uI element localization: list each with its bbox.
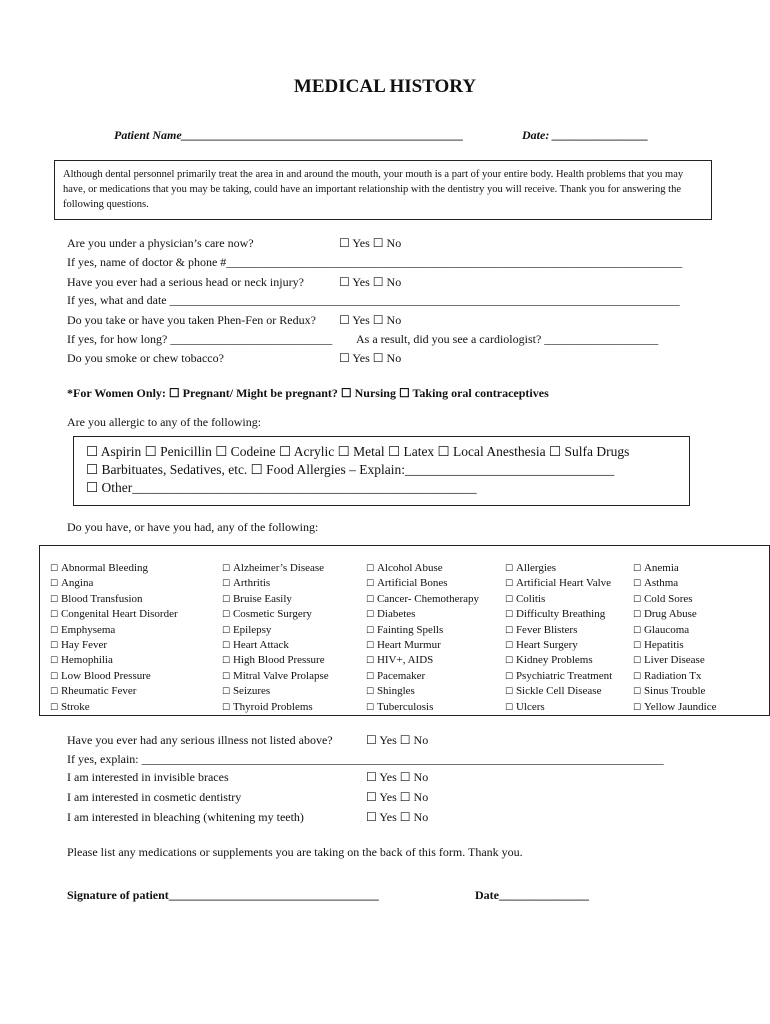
condition-item[interactable] — [366, 669, 479, 684]
condition-item[interactable] — [222, 684, 329, 699]
checkbox-icon[interactable]: ☐ — [50, 702, 61, 713]
checkbox-icon[interactable]: ☐ — [366, 641, 377, 652]
conditions-column-5 — [633, 561, 716, 715]
condition-item[interactable] — [366, 576, 479, 591]
cosmetic-yes-no[interactable]: ☐ Yes ☐ No — [366, 790, 429, 804]
checkbox-icon[interactable]: ☐ — [505, 656, 516, 667]
checkbox-icon[interactable]: ☐ — [50, 641, 61, 652]
checkbox-icon[interactable]: ☐ — [50, 656, 61, 667]
condition-item[interactable] — [50, 684, 178, 699]
condition-item[interactable] — [366, 653, 479, 668]
condition-label: Abnormal Bleeding — [60, 562, 149, 574]
checkbox-icon[interactable]: ☐ — [50, 625, 61, 636]
checkbox-icon[interactable]: ☐ — [505, 610, 516, 621]
condition-label: High Blood Pressure — [232, 654, 325, 667]
condition-item[interactable] — [50, 669, 178, 684]
allergy-line-1[interactable]: ☐ Aspirin ☐ Penicillin ☐ Codeine ☐ Acrylic ☐ Metal ☐ Latex ☐ Local Anesthesia ☐ Sulfa Drugs — [86, 444, 630, 459]
condition-item[interactable] — [366, 684, 479, 699]
condition-item[interactable] — [50, 576, 178, 591]
question-serious-illness: Have you ever had any serious illness not listed above? — [67, 733, 333, 747]
allergy-line-3[interactable]: ☐ Other___________________________________________________ — [86, 480, 477, 495]
physician-followup-field[interactable]: If yes, name of doctor & phone #____________________________________________________________________________ — [67, 255, 683, 269]
checkbox-icon[interactable]: ☐ — [222, 564, 233, 574]
condition-item[interactable] — [222, 561, 329, 576]
condition-item[interactable] — [222, 638, 329, 653]
condition-item[interactable] — [505, 607, 612, 622]
condition-label: Thyroid Problems — [232, 700, 313, 713]
cardiologist-field[interactable]: As a result, did you see a cardiologist? ___________________ — [356, 332, 659, 346]
checkbox-icon[interactable]: ☐ — [633, 702, 644, 713]
condition-item[interactable] — [505, 653, 612, 668]
condition-label: Angina — [60, 577, 94, 590]
checkbox-icon[interactable]: ☐ — [505, 594, 516, 605]
allergy-prompt: Are you allergic to any of the following: — [67, 415, 262, 429]
conditions-prompt: Do you have, or have you had, any of the following: — [67, 520, 319, 534]
checkbox-icon[interactable]: ☐ — [366, 671, 377, 682]
condition-item[interactable] — [505, 561, 612, 576]
condition-item[interactable] — [505, 576, 612, 591]
condition-label: Mitral Valve Prolapse — [232, 669, 329, 682]
condition-item[interactable] — [222, 607, 329, 622]
checkbox-icon[interactable]: ☐ — [50, 564, 61, 574]
condition-item[interactable] — [222, 623, 329, 638]
condition-label: Bruise Easily — [232, 592, 292, 605]
interest-bleaching: I am interested in bleaching (whitening my teeth) — [67, 810, 304, 824]
condition-label: Sinus Trouble — [643, 685, 706, 698]
phenfen-yes-no[interactable]: ☐ Yes ☐ No — [339, 313, 402, 327]
signature-field[interactable]: Signature of patient___________________________________ — [67, 888, 379, 902]
condition-item[interactable] — [222, 669, 329, 684]
women-only-options[interactable]: *For Women Only: ☐ Pregnant/ Might be pregnant? ☐ Nursing ☐ Taking oral contraceptives — [67, 386, 549, 400]
condition-item[interactable] — [505, 684, 612, 699]
condition-label: Allergies — [515, 562, 557, 574]
question-smoke: Do you smoke or chew tobacco? — [67, 351, 224, 365]
patient-name-field[interactable]: Patient Name_______________________________________________ — [114, 128, 464, 142]
checkbox-icon[interactable]: ☐ — [366, 594, 377, 605]
condition-item[interactable] — [50, 561, 178, 576]
condition-label: Fever Blisters — [515, 623, 578, 636]
signature-date-field[interactable]: Date_______________ — [475, 888, 589, 902]
condition-item[interactable] — [50, 607, 178, 622]
condition-label: Artificial Bones — [376, 577, 448, 590]
serious-illness-yes-no[interactable]: ☐ Yes ☐ No — [366, 733, 429, 747]
condition-label: Emphysema — [60, 623, 116, 636]
checkbox-icon[interactable]: ☐ — [366, 687, 377, 698]
conditions-column-1 — [50, 561, 178, 715]
checkbox-icon[interactable]: ☐ — [366, 656, 377, 667]
checkbox-icon[interactable]: ☐ — [633, 656, 644, 667]
condition-item[interactable] — [50, 623, 178, 638]
checkbox-icon[interactable]: ☐ — [222, 687, 233, 698]
braces-yes-no[interactable]: ☐ Yes ☐ No — [366, 770, 429, 784]
interest-braces: I am interested in invisible braces — [67, 770, 229, 784]
condition-label: Blood Transfusion — [60, 592, 143, 605]
checkbox-icon[interactable]: ☐ — [366, 610, 377, 621]
condition-label: Hepatitis — [643, 639, 684, 652]
condition-label: Heart Surgery — [515, 639, 578, 652]
condition-label: Cancer- Chemotherapy — [376, 592, 480, 605]
conditions-column-2 — [222, 561, 329, 715]
checkbox-icon[interactable]: ☐ — [50, 687, 61, 698]
checkbox-icon[interactable]: ☐ — [222, 610, 233, 621]
condition-item[interactable] — [633, 607, 716, 622]
checkbox-icon[interactable]: ☐ — [50, 671, 61, 682]
checkbox-icon[interactable]: ☐ — [505, 702, 516, 713]
intro-box — [54, 160, 712, 220]
checkbox-icon[interactable]: ☐ — [222, 625, 233, 636]
condition-item[interactable] — [633, 561, 716, 576]
condition-label: Diabetes — [376, 608, 416, 621]
checkbox-icon[interactable]: ☐ — [633, 641, 644, 652]
condition-label: Anemia — [643, 562, 679, 574]
smoke-yes-no[interactable]: ☐ Yes ☐ No — [339, 351, 402, 365]
head-injury-followup-field[interactable]: If yes, what and date _____________________________________________________________________________________ — [67, 293, 680, 307]
condition-label: Artificial Heart Valve — [515, 577, 612, 590]
condition-item[interactable] — [505, 700, 612, 715]
condition-label: Radiation Tx — [643, 669, 702, 682]
checkbox-icon[interactable]: ☐ — [633, 564, 644, 574]
serious-illness-explain-field[interactable]: If yes, explain: _______________________________________________________________________________________ — [67, 752, 664, 766]
condition-item[interactable] — [366, 592, 479, 607]
condition-label: Fainting Spells — [376, 623, 444, 636]
conditions-column-3 — [366, 561, 479, 715]
checkbox-icon[interactable]: ☐ — [222, 671, 233, 682]
condition-label: Epilepsy — [232, 623, 272, 636]
condition-label: Rheumatic Fever — [60, 685, 137, 698]
page-title: MEDICAL HISTORY — [293, 76, 477, 97]
condition-item[interactable] — [366, 623, 479, 638]
question-head-injury: Have you ever had a serious head or neck injury? — [67, 275, 304, 289]
condition-item[interactable] — [633, 653, 716, 668]
condition-item[interactable] — [633, 684, 716, 699]
condition-item[interactable] — [222, 576, 329, 591]
checkbox-icon[interactable]: ☐ — [633, 579, 644, 590]
condition-label: Stroke — [60, 700, 90, 713]
checkbox-icon[interactable]: ☐ — [633, 687, 644, 698]
bleaching-yes-no[interactable]: ☐ Yes ☐ No — [366, 810, 429, 824]
condition-item[interactable] — [366, 700, 479, 715]
condition-label: Alcohol Abuse — [376, 562, 443, 574]
condition-item[interactable] — [50, 700, 178, 715]
condition-item[interactable] — [633, 623, 716, 638]
checkbox-icon[interactable]: ☐ — [50, 610, 61, 621]
interest-cosmetic: I am interested in cosmetic dentistry — [67, 790, 242, 804]
checkbox-icon[interactable]: ☐ — [222, 579, 233, 590]
date-field[interactable]: Date: ________________ — [522, 128, 649, 142]
allergy-line-2[interactable]: ☐ Barbituates, Sedatives, etc. ☐ Food Allergies – Explain:_______________________________ — [86, 462, 615, 477]
condition-label: Ulcers — [515, 700, 545, 713]
condition-label: Low Blood Pressure — [60, 669, 151, 682]
checkbox-icon[interactable]: ☐ — [633, 671, 644, 682]
condition-label: Cosmetic Surgery — [232, 608, 312, 621]
condition-item[interactable] — [505, 638, 612, 653]
intro-text: Although dental personnel primarily treat the area in and around the mouth, your mouth is a part of your entire body. Health problems that you may have, or medications that you may be taking, could have an important relationship with the dentistry you will receive. Thank you for answering the following questions. — [63, 169, 684, 210]
head-injury-yes-no[interactable]: ☐ Yes ☐ No — [339, 275, 402, 289]
condition-label: Hay Fever — [60, 639, 108, 652]
condition-item[interactable] — [633, 592, 716, 607]
checkbox-icon[interactable]: ☐ — [50, 579, 61, 590]
condition-label: Asthma — [643, 577, 679, 590]
checkbox-icon[interactable]: ☐ — [50, 594, 61, 605]
condition-label: Sickle Cell Disease — [515, 685, 602, 698]
condition-label: Glaucoma — [643, 623, 690, 636]
checkbox-icon[interactable]: ☐ — [505, 564, 516, 574]
checkbox-icon[interactable]: ☐ — [633, 625, 644, 636]
condition-label: Yellow Jaundice — [643, 700, 717, 713]
condition-item[interactable] — [366, 607, 479, 622]
checkbox-icon[interactable]: ☐ — [633, 594, 644, 605]
condition-label: Tuberculosis — [376, 700, 434, 713]
condition-label: Difficulty Breathing — [515, 608, 606, 621]
checkbox-icon[interactable]: ☐ — [222, 594, 233, 605]
condition-label: Psychiatric Treatment — [515, 669, 613, 682]
checkbox-icon[interactable]: ☐ — [366, 564, 377, 574]
physician-yes-no[interactable]: ☐ Yes ☐ No — [339, 236, 402, 250]
condition-label: Drug Abuse — [643, 608, 697, 621]
condition-item[interactable] — [222, 700, 329, 715]
condition-item[interactable] — [505, 592, 612, 607]
condition-label: Arthritis — [232, 577, 271, 590]
condition-label: Kidney Problems — [515, 654, 593, 667]
condition-item[interactable] — [633, 669, 716, 684]
checkbox-icon[interactable]: ☐ — [222, 641, 233, 652]
conditions-column-4 — [505, 561, 612, 715]
checkbox-icon[interactable]: ☐ — [222, 656, 233, 667]
checkbox-icon[interactable]: ☐ — [366, 579, 377, 590]
condition-label: Shingles — [376, 685, 415, 698]
checkbox-icon[interactable]: ☐ — [366, 702, 377, 713]
question-phenfen: Do you take or have you taken Phen-Fen or Redux? — [67, 313, 316, 327]
condition-label: Cold Sores — [643, 592, 693, 605]
medications-note: Please list any medications or supplements you are taking on the back of this form. Thank you. — [67, 845, 523, 859]
question-physician: Are you under a physician’s care now? — [67, 236, 254, 250]
checkbox-icon[interactable]: ☐ — [222, 702, 233, 713]
condition-label: HIV+, AIDS — [376, 654, 434, 667]
condition-label: Pacemaker — [376, 669, 426, 682]
condition-item[interactable] — [366, 638, 479, 653]
condition-label: Colitis — [515, 592, 546, 605]
checkbox-icon[interactable]: ☐ — [505, 579, 516, 590]
condition-item[interactable] — [633, 700, 716, 715]
checkbox-icon[interactable]: ☐ — [505, 625, 516, 636]
condition-label: Heart Murmur — [376, 639, 441, 652]
checkbox-icon[interactable]: ☐ — [633, 610, 644, 621]
condition-item[interactable] — [222, 592, 329, 607]
condition-item[interactable] — [505, 623, 612, 638]
checkbox-icon[interactable]: ☐ — [505, 687, 516, 698]
condition-item[interactable] — [633, 638, 716, 653]
condition-item[interactable] — [50, 592, 178, 607]
condition-label: Seizures — [232, 685, 271, 698]
checkbox-icon[interactable]: ☐ — [366, 625, 377, 636]
condition-item[interactable] — [366, 561, 479, 576]
condition-label: Congenital Heart Disorder — [60, 608, 178, 621]
phenfen-duration-field[interactable]: If yes, for how long? ___________________________ — [67, 332, 333, 346]
condition-item[interactable] — [222, 653, 329, 668]
condition-label: Liver Disease — [643, 654, 705, 667]
condition-label: Alzheimer’s Disease — [232, 562, 325, 574]
condition-item[interactable] — [633, 576, 716, 591]
checkbox-icon[interactable]: ☐ — [505, 671, 516, 682]
condition-item[interactable] — [50, 653, 178, 668]
condition-label: Hemophilia — [60, 654, 113, 667]
checkbox-icon[interactable]: ☐ — [505, 641, 516, 652]
condition-item[interactable] — [505, 669, 612, 684]
condition-item[interactable] — [50, 638, 178, 653]
condition-label: Heart Attack — [232, 639, 289, 652]
